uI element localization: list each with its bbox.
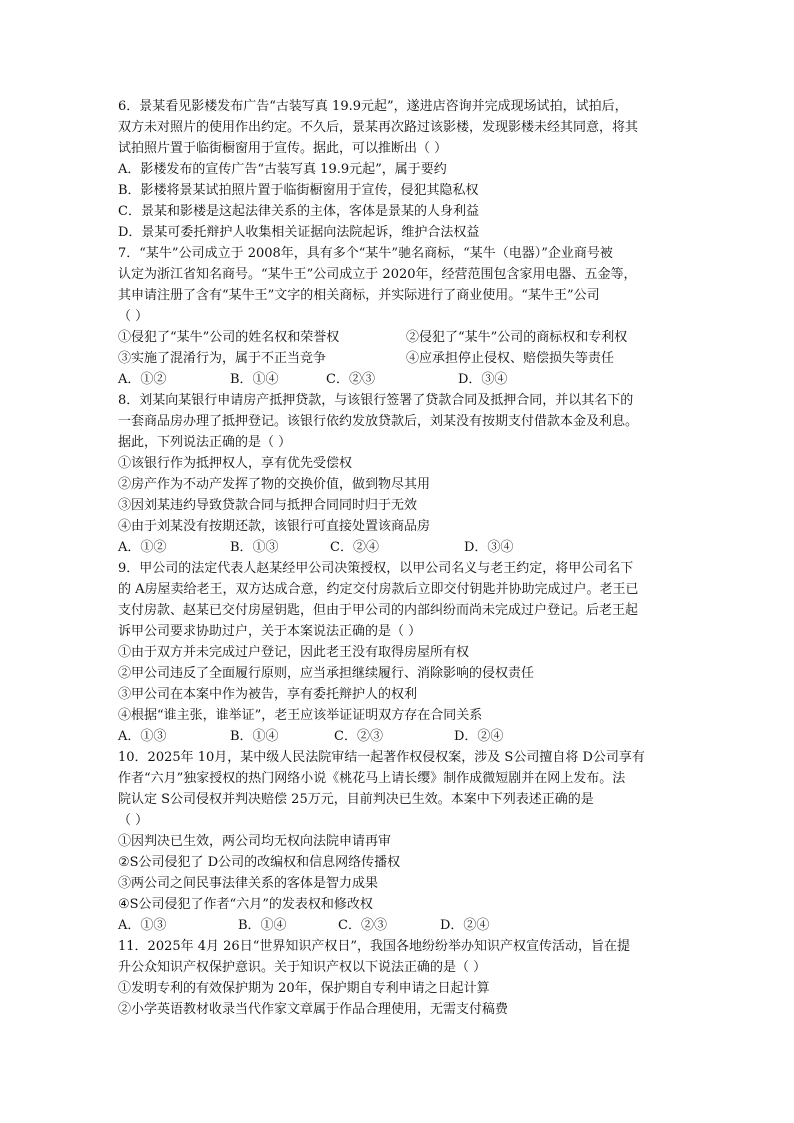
answer-choice-d: D．景某可委托辩护人收集相关证据向法院起诉，维护合法权益 [118,225,480,240]
statement-item: ①发明专利的有效保护期为 20年，保护期自专利申请之日起计算 [118,981,490,996]
answer-options [118,915,690,936]
answer-options [118,726,690,747]
question-stem-line: 11．2025年 4月 26日“世界知识产权日”，我国各地纷纷举办知识产权宣传活动，旨在提 [118,939,630,954]
question-stem-line: 8．刘某向某银行申请房产抵押贷款，与该银行签署了贷款合同及抵押合同，并以其名下的 [118,393,634,408]
question-stem-line: 双方未对照片的使用作出约定。不久后，景某再次路过该影楼，发现影楼未经其同意，将其 [118,120,639,135]
statement-pair [118,327,690,348]
question-stem-line: 9．甲公司的法定代表人赵某经甲公司决策授权，以甲公司名义与老王约定，将甲公司名下 [118,561,634,576]
option-c: C．②③ [338,918,387,933]
question-stem-line: 诉甲公司要求协助过户，关于本案说法正确的是（ ） [118,624,422,639]
statement-item: ④S公司侵犯了作者“六月”的发表权和修改权 [118,897,373,912]
statement-item: ②侵犯了“某牛”公司的商标权和专利权 [406,330,628,345]
question-stem-line: 7．“某牛”公司成立于 2008年，具有多个“某牛”驰名商标，“某牛（电器）”企业商号被 [118,246,613,261]
question-stem-line: 据此，下列说法正确的是（ ） [118,435,292,450]
exam-page [118,96,690,1020]
question-9 [118,558,690,747]
question-stem-line: 其申请注册了含有“某牛王”文字的相关商标，并实际进行了商业使用。“某牛王”公司 [118,288,600,303]
option-b: B．①④ [230,372,279,387]
answer-choice-c: C．景某和影楼是这起法律关系的主体，客体是景某的人身利益 [118,204,479,219]
statement-pair [118,348,690,369]
statement-item: ③实施了混淆行为，属于不正当竞争 [118,351,327,366]
statement-item: ④由于刘某没有按期还款，该银行可直接处置该商品房 [118,519,431,534]
statement-item: ①由于双方并未完成过户登记，因此老王没有取得房屋所有权 [118,645,470,660]
statement-item: ②S公司侵犯了 D公司的改编权和信息网络传播权 [118,855,401,870]
statement-item: ①侵犯了“某牛”公司的姓名权和荣誉权 [118,330,340,345]
statement-item: ③甲公司在本案中作为被告，享有委托辩护人的权利 [118,687,418,702]
statement-item: ②小学英语教材收录当代作家文章属于作品合理使用，无需支付稿费 [118,1002,509,1017]
option-d: D．③④ [464,540,514,555]
question-8 [118,390,690,558]
question-stem-line: 一套商品房办理了抵押登记。该银行依约发放贷款后，刘某没有按期支付借款本金及利息。 [118,414,639,429]
option-a: A．①② [118,372,167,387]
statement-item: ①该银行作为抵押权人，享有优先受偿权 [118,456,353,471]
option-c: C．②④ [330,540,379,555]
question-stem-line: 试拍照片置于临街橱窗用于宣传。据此，可以推断出（ ） [118,141,448,156]
option-d: D．②④ [454,729,504,744]
question-stem-line: 认定为浙江省知名商号。“某牛王”公司成立于 2020年，经营范围包含家用电器、五金等， [118,267,637,282]
statement-item: ③两公司之间民事法律关系的客体是智力成果 [118,876,379,891]
question-stem-line: （ ） [118,813,149,828]
question-stem-line: 6．景某看见影楼发布广告“古装写真 19.9元起”，遂进店咨询并完成现场试拍，试拍后， [118,99,628,114]
option-b: B．①③ [230,540,279,555]
option-d: D．③④ [458,372,508,387]
answer-options [118,369,690,390]
question-11 [118,936,690,1020]
option-d: D．②④ [440,918,490,933]
option-a: A．①③ [118,918,167,933]
answer-choice-b: B．影楼将景某试拍照片置于临街橱窗用于宣传，侵犯其隐私权 [118,183,479,198]
question-stem-line: 的 A房屋卖给老王，双方达成合意，约定交付房款后立即交付钥匙并协助完成过户。老王已 [118,582,639,597]
statement-item: ④根据“谁主张，谁举证”，老王应该举证证明双方存在合同关系 [118,708,483,723]
question-7 [118,243,690,390]
question-stem-line: （ ） [118,309,149,324]
statement-item: ②甲公司违反了全面履行原则，应当承担继续履行、消除影响的侵权责任 [118,666,535,681]
statement-item: ③因刘某违约导致贷款合同与抵押合同同时归于无效 [118,498,418,513]
statement-item: ④应承担停止侵权、赔偿损失等责任 [406,351,615,366]
question-stem-line: 支付房款、赵某已交付房屋钥匙，但由于甲公司的内部纠纷而尚未完成过户登记。后老王起 [118,603,639,618]
statement-item: ②房产作为不动产发挥了物的交换价值，做到物尽其用 [118,477,431,492]
question-6 [118,96,690,243]
question-10 [118,747,690,936]
option-a: A．①③ [118,729,167,744]
option-c: C．②③ [326,372,375,387]
question-stem-line: 升公众知识产权保护意识。关于知识产权以下说法正确的是（ ） [118,960,487,975]
statement-item: ①因判决已生效，两公司均无权向法院申请再审 [118,834,392,849]
option-a: A．①② [118,540,167,555]
answer-choice-a: A．影楼发布的宣传广告“古装写真 19.9元起”，属于要约 [118,162,447,177]
question-stem-line: 10．2025年 10月，某中级人民法院审结一起著作权侵权案，涉及 S公司擅自将 D公司享有 [118,750,645,765]
answer-options [118,537,690,558]
option-c: C．②③ [334,729,383,744]
question-stem-line: 作者“六月”独家授权的热门网络小说《桃花马上请长缨》制作成微短剧并在网上发布。法 [118,771,626,786]
option-b: B．①④ [238,918,287,933]
question-stem-line: 院认定 S公司侵权并判决赔偿 25万元，目前判决已生效。本案中下列表述正确的是 [118,792,594,807]
option-b: B．①④ [230,729,279,744]
